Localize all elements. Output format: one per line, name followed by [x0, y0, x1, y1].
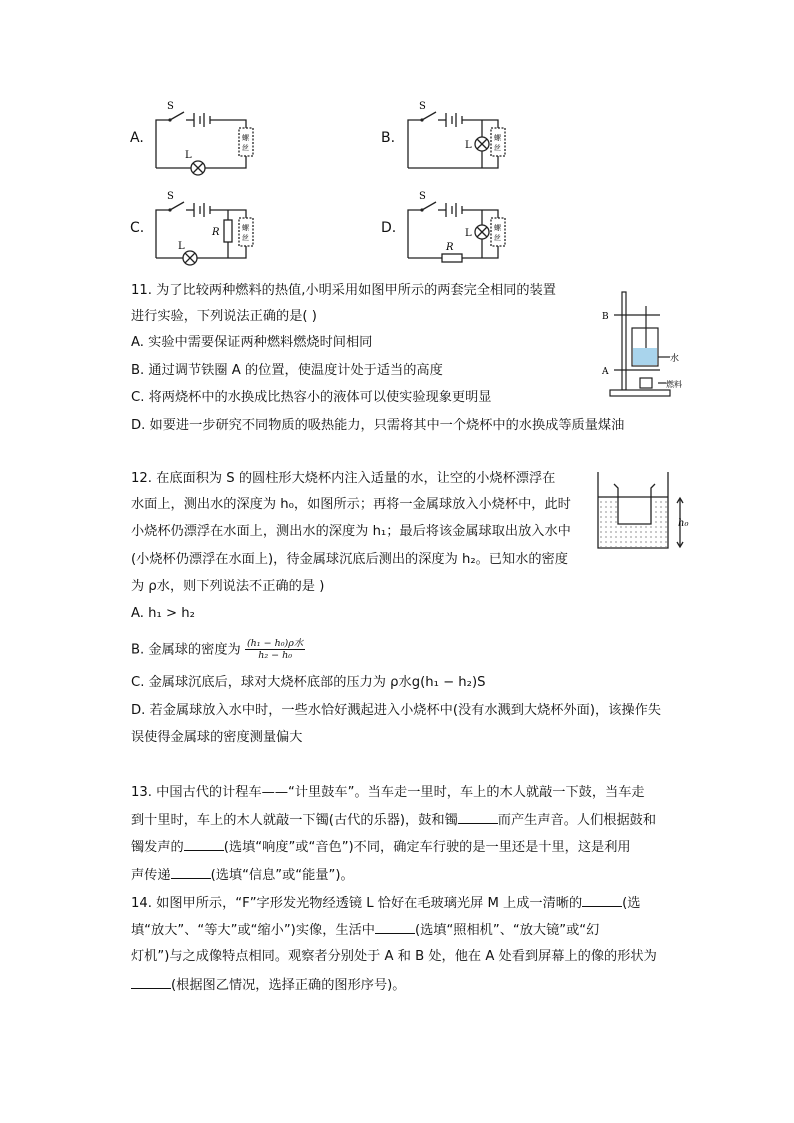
circuit-c-diagram: [150, 188, 270, 268]
svg-text:S: S: [167, 191, 174, 202]
q12-option-a: A. h₁ > h₂: [131, 606, 195, 621]
fig-label-water: 水: [670, 354, 680, 364]
q12-stem-line4: (小烧杯仍漂浮在水面上)，待金属球沉底后测出的深度为 h₂。已知水的密度: [131, 552, 568, 567]
answer-blank[interactable]: [184, 838, 224, 851]
svg-text:S: S: [419, 101, 426, 112]
fig-label-a: A: [602, 367, 609, 377]
q11-option-d: D. 如要进一步研究不同物质的吸热能力，只需将其中一个烧杯中的水换成等质量煤油: [131, 418, 625, 433]
svg-text:丝: 丝: [242, 234, 249, 242]
svg-text:螺: 螺: [494, 224, 501, 232]
q11-stem-line2: 进行实验，下列说法正确的是( ): [131, 309, 317, 324]
resistor-label: R: [212, 227, 220, 238]
q12-option-b: [131, 638, 305, 661]
q12-option-d-line1: D. 若金属球放入水中时，一些水恰好溅起进入小烧杯中(没有水溅到大烧杯外面)，该操作失: [131, 703, 661, 718]
q12-option-b-fraction: [245, 638, 305, 661]
q14-line1: 14. 如图甲所示，“F”字形发光物经透镜 L 恰好在毛玻璃光屏 M 上成一清晰的 (选: [131, 896, 641, 911]
q11-option-a: A. 实验中需要保证两种燃料燃烧时间相同: [131, 335, 373, 350]
svg-text:S: S: [419, 191, 426, 202]
fig-label-b: B: [602, 312, 609, 322]
svg-text:L: L: [465, 140, 472, 151]
q12-stem-line3: 小烧杯仍漂浮在水面上，测出水的深度为 h₁；最后将该金属球取出放入水中: [131, 524, 571, 539]
fig-label-fuel: 燃料: [666, 380, 682, 389]
svg-text:L: L: [178, 241, 185, 252]
q12-option-b-prefix: B. 金属球的密度为: [131, 642, 241, 658]
circuit-a-diagram: [150, 98, 270, 178]
q12-stem-line1: 12. 在底面积为 S 的圆柱形大烧杯内注入适量的水，让空的小烧杯漂浮在: [131, 471, 556, 486]
option-d-label: D.: [381, 220, 397, 236]
svg-text:丝: 丝: [494, 144, 501, 152]
q14-line3: 灯机”)与之成像特点相同。观察者分别处于 A 和 B 处，他在 A 处看到屏幕上的像的形状为: [131, 949, 657, 964]
svg-text:丝: 丝: [242, 144, 249, 152]
answer-blank[interactable]: [171, 866, 211, 879]
q13-line1: 13. 中国古代的计程车——“计里鼓车”。当车走一里时，车上的木人就敲一下鼓，当车走: [131, 785, 645, 800]
option-a-label: A.: [130, 130, 144, 146]
switch-label: S: [167, 101, 174, 112]
q12-stem-line5: 为 ρ水，则下列说法不正确的是 ): [131, 579, 325, 594]
svg-text:R: R: [446, 242, 454, 253]
answer-blank[interactable]: [582, 894, 622, 907]
circuit-d-diagram: [402, 188, 522, 268]
q13-line4: 声传递 (选填“信息”或“能量”)。: [131, 868, 354, 883]
option-b-label: B.: [381, 130, 396, 146]
fraction-numerator: (h₁ − h₀)ρ水: [246, 638, 304, 649]
q11-option-c: C. 将两烧杯中的水换成比热容小的液体可以使实验现象更明显: [131, 390, 492, 405]
q11-stem-line1: 11. 为了比较两种燃料的热值,小明采用如图甲所示的两套完全相同的装置: [131, 283, 556, 298]
svg-text:螺: 螺: [242, 134, 249, 142]
q11-apparatus-figure: [600, 290, 680, 398]
lamp-label: L: [185, 150, 192, 161]
option-c-label: C.: [130, 220, 145, 236]
q13-line2: 到十里时，车上的木人就敲一下镯(古代的乐器)，鼓和镯 而产生声音。人们根据鼓和: [131, 813, 657, 828]
q13-line3: 镯发声的 (选填“响度”或“音色”)不同，确定车行驶的是一里还是十里，这是利用: [131, 840, 631, 855]
answer-blank[interactable]: [375, 921, 415, 934]
q14-line4: (根据图乙情况，选择正确的图形序号)。: [131, 976, 405, 995]
answer-blank[interactable]: [131, 976, 171, 989]
svg-text:丝: 丝: [494, 234, 501, 242]
svg-text:螺: 螺: [242, 224, 249, 232]
circuit-b-diagram: [402, 98, 522, 178]
q11-option-b: B. 通过调节铁圈 A 的位置，使温度计处于适当的高度: [131, 363, 443, 378]
q12-stem-line2: 水面上，测出水的深度为 h₀，如图所示；再将一金属球放入小烧杯中，此时: [131, 497, 571, 512]
q12-option-c: C. 金属球沉底后，球对大烧杯底部的压力为 ρ水g(h₁ − h₂)S: [131, 675, 486, 690]
fraction-denominator: h₂ − h₀: [258, 650, 293, 661]
svg-text:L: L: [465, 228, 472, 239]
answer-blank[interactable]: [458, 811, 498, 824]
q12-beaker-figure: [594, 470, 694, 554]
q14-line2: 填“放大”、“等大”或“缩小”)实像，生活中 (选填“照相机”、“放大镜”或“幻: [131, 923, 600, 938]
h0-label: h₀: [678, 518, 689, 529]
q12-option-d-line2: 误使得金属球的密度测量偏大: [131, 730, 303, 745]
svg-text:螺: 螺: [494, 134, 501, 142]
